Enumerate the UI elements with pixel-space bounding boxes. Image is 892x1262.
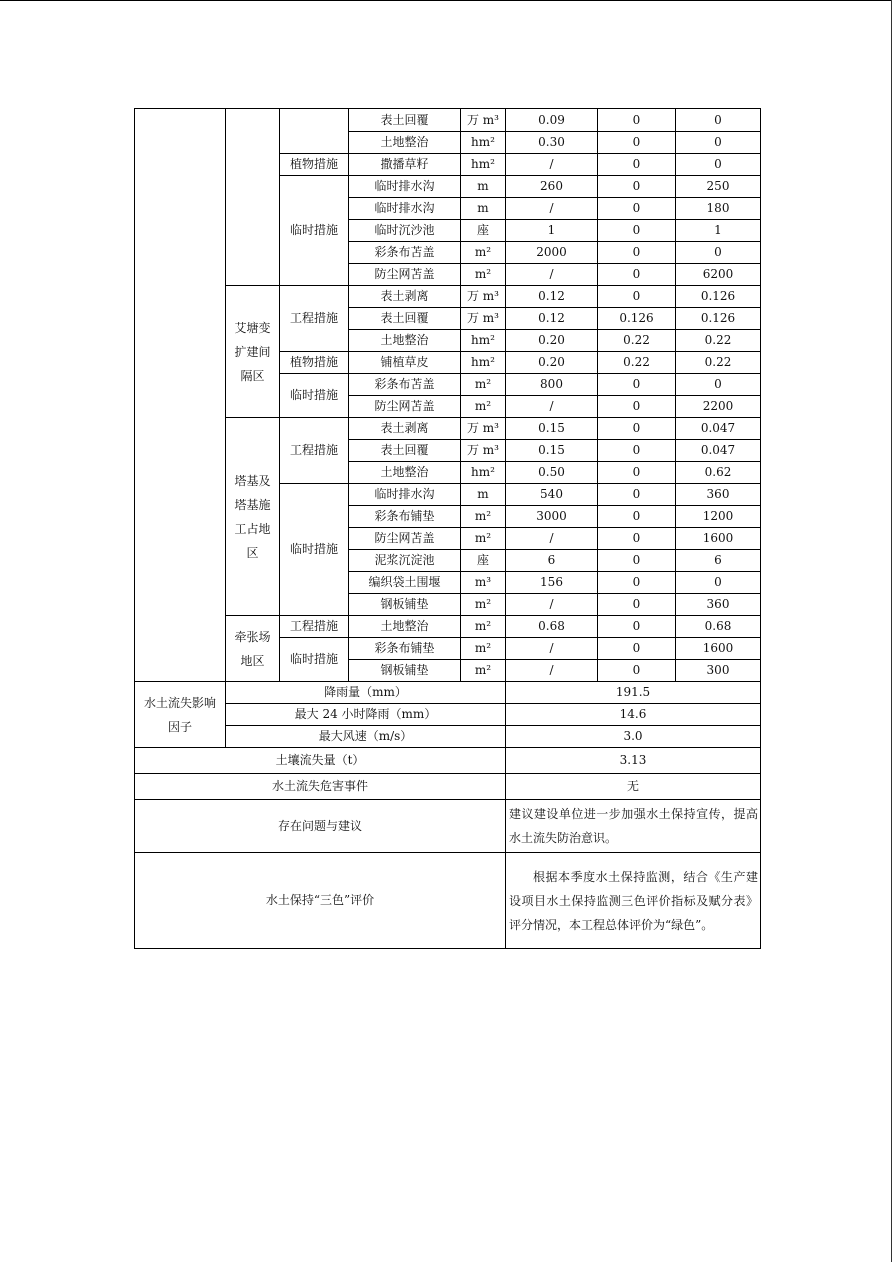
table-row <box>135 418 761 440</box>
quarter-cell: 0 <box>598 242 676 264</box>
area-cell: 牵张场地区 <box>226 616 280 682</box>
type-cell: 工程措施 <box>280 286 349 352</box>
designed-cell: 0.50 <box>506 462 598 484</box>
unit-cell: m² <box>461 264 506 286</box>
designed-cell: / <box>506 264 598 286</box>
designed-cell: / <box>506 396 598 418</box>
designed-cell: / <box>506 528 598 550</box>
unit-cell: m² <box>461 594 506 616</box>
measure-cell: 彩条布铺垫 <box>349 506 461 528</box>
unit-cell: 座 <box>461 550 506 572</box>
unit-cell: 万 m³ <box>461 308 506 330</box>
designed-cell: / <box>506 638 598 660</box>
area-cell: 塔基及塔基施工占地区 <box>226 418 280 616</box>
designed-cell: / <box>506 154 598 176</box>
factor-name: 最大风速（m/s） <box>226 726 506 748</box>
designed-cell: 540 <box>506 484 598 506</box>
cumulative-cell: 1 <box>676 220 761 242</box>
type-cell <box>280 109 349 154</box>
factor-row <box>135 704 761 726</box>
designed-cell: 0.15 <box>506 440 598 462</box>
soil-loss-label: 土壤流失量（t） <box>135 748 506 774</box>
unit-cell: 万 m³ <box>461 440 506 462</box>
measure-cell: 彩条布铺垫 <box>349 638 461 660</box>
type-cell: 临时措施 <box>280 484 349 616</box>
designed-cell: 0.12 <box>506 286 598 308</box>
quarter-cell: 0 <box>598 660 676 682</box>
quarter-cell: 0 <box>598 418 676 440</box>
cumulative-cell: 1600 <box>676 528 761 550</box>
measure-cell: 彩条布苫盖 <box>349 242 461 264</box>
evaluation-text: 根据本季度水土保持监测，结合《生产建设项目水土保持监测三色评价指标及赋分表》评分情况，本工程总体评价为“绿色”。 <box>506 853 761 949</box>
measure-cell: 土地整治 <box>349 132 461 154</box>
unit-cell: m² <box>461 660 506 682</box>
unit-cell: hm² <box>461 352 506 374</box>
quarter-cell: 0 <box>598 198 676 220</box>
cumulative-cell: 360 <box>676 484 761 506</box>
monitoring-table <box>134 108 761 949</box>
designed-cell: / <box>506 198 598 220</box>
designed-cell: 0.30 <box>506 132 598 154</box>
table-row <box>135 616 761 638</box>
cumulative-cell: 0.22 <box>676 352 761 374</box>
quarter-cell: 0 <box>598 462 676 484</box>
measure-cell: 撒播草籽 <box>349 154 461 176</box>
designed-cell: 156 <box>506 572 598 594</box>
measure-cell: 表土剥离 <box>349 418 461 440</box>
unit-cell: m <box>461 484 506 506</box>
quarter-cell: 0 <box>598 506 676 528</box>
factor-row <box>135 682 761 704</box>
cumulative-cell: 0.047 <box>676 440 761 462</box>
designed-cell: 0.20 <box>506 352 598 374</box>
quarter-cell: 0 <box>598 154 676 176</box>
quarter-cell: 0 <box>598 396 676 418</box>
measure-cell: 钢板铺垫 <box>349 660 461 682</box>
unit-cell: 座 <box>461 220 506 242</box>
quarter-cell: 0 <box>598 528 676 550</box>
cumulative-cell: 360 <box>676 594 761 616</box>
cumulative-cell: 6200 <box>676 264 761 286</box>
hazard-row <box>135 774 761 800</box>
quarter-cell: 0 <box>598 109 676 132</box>
cumulative-cell: 0 <box>676 154 761 176</box>
issues-label: 存在问题与建议 <box>135 800 506 853</box>
type-cell: 临时措施 <box>280 638 349 682</box>
page-top-border <box>0 0 892 1</box>
quarter-cell: 0 <box>598 132 676 154</box>
designed-cell: 260 <box>506 176 598 198</box>
cumulative-cell: 0.62 <box>676 462 761 484</box>
unit-cell: 万 m³ <box>461 418 506 440</box>
cumulative-cell: 0.047 <box>676 418 761 440</box>
measure-cell: 编织袋土围堰 <box>349 572 461 594</box>
measure-cell: 彩条布苫盖 <box>349 374 461 396</box>
measure-cell: 钢板铺垫 <box>349 594 461 616</box>
factor-row <box>135 726 761 748</box>
measure-cell: 表土回覆 <box>349 440 461 462</box>
factor-name: 最大 24 小时降雨（mm） <box>226 704 506 726</box>
cumulative-cell: 6 <box>676 550 761 572</box>
hazard-value: 无 <box>506 774 761 800</box>
soil-loss-value: 3.13 <box>506 748 761 774</box>
designed-cell: 1 <box>506 220 598 242</box>
unit-cell: 万 m³ <box>461 109 506 132</box>
measure-cell: 临时沉沙池 <box>349 220 461 242</box>
quarter-cell: 0 <box>598 286 676 308</box>
measure-cell: 临时排水沟 <box>349 198 461 220</box>
designed-cell: / <box>506 660 598 682</box>
measure-cell: 土地整治 <box>349 616 461 638</box>
measure-cell: 表土回覆 <box>349 308 461 330</box>
designed-cell: 0.20 <box>506 330 598 352</box>
measure-cell: 防尘网苫盖 <box>349 528 461 550</box>
unit-cell: m² <box>461 506 506 528</box>
quarter-cell: 0 <box>598 374 676 396</box>
unit-cell: hm² <box>461 462 506 484</box>
cumulative-cell: 180 <box>676 198 761 220</box>
cumulative-cell: 0 <box>676 242 761 264</box>
designed-cell: 2000 <box>506 242 598 264</box>
cumulative-cell: 2200 <box>676 396 761 418</box>
unit-cell: m² <box>461 616 506 638</box>
cumulative-cell: 0.126 <box>676 308 761 330</box>
measure-cell: 临时排水沟 <box>349 484 461 506</box>
unit-cell: hm² <box>461 330 506 352</box>
cumulative-cell: 0 <box>676 109 761 132</box>
measure-cell: 土地整治 <box>349 462 461 484</box>
factor-value: 3.0 <box>506 726 761 748</box>
unit-cell: hm² <box>461 132 506 154</box>
cumulative-cell: 0 <box>676 374 761 396</box>
designed-cell: 0.12 <box>506 308 598 330</box>
soil-loss-row <box>135 748 761 774</box>
type-cell: 临时措施 <box>280 374 349 418</box>
measure-cell: 防尘网苫盖 <box>349 396 461 418</box>
cumulative-cell: 0.126 <box>676 286 761 308</box>
unit-cell: hm² <box>461 154 506 176</box>
unit-cell: m² <box>461 242 506 264</box>
unit-cell: m² <box>461 638 506 660</box>
quarter-cell: 0 <box>598 264 676 286</box>
quarter-cell: 0 <box>598 638 676 660</box>
table-row <box>135 286 761 308</box>
measure-cell: 铺植草皮 <box>349 352 461 374</box>
category-cell <box>135 109 226 682</box>
cumulative-cell: 0.68 <box>676 616 761 638</box>
cumulative-cell: 1200 <box>676 506 761 528</box>
quarter-cell: 0 <box>598 220 676 242</box>
designed-cell: / <box>506 594 598 616</box>
quarter-cell: 0.22 <box>598 330 676 352</box>
unit-cell: m <box>461 198 506 220</box>
factor-label: 水土流失影响因子 <box>135 682 226 748</box>
unit-cell: m² <box>461 528 506 550</box>
factor-value: 191.5 <box>506 682 761 704</box>
unit-cell: m³ <box>461 572 506 594</box>
measure-cell: 临时排水沟 <box>349 176 461 198</box>
quarter-cell: 0 <box>598 484 676 506</box>
unit-cell: m² <box>461 374 506 396</box>
measure-cell: 表土回覆 <box>349 109 461 132</box>
quarter-cell: 0 <box>598 176 676 198</box>
evaluation-label: 水土保持“三色”评价 <box>135 853 506 949</box>
quarter-cell: 0 <box>598 616 676 638</box>
designed-cell: 6 <box>506 550 598 572</box>
cumulative-cell: 250 <box>676 176 761 198</box>
unit-cell: m <box>461 176 506 198</box>
quarter-cell: 0 <box>598 594 676 616</box>
designed-cell: 0.68 <box>506 616 598 638</box>
issues-row <box>135 800 761 853</box>
quarter-cell: 0 <box>598 550 676 572</box>
measure-cell: 表土剥离 <box>349 286 461 308</box>
designed-cell: 800 <box>506 374 598 396</box>
unit-cell: 万 m³ <box>461 286 506 308</box>
table-row <box>135 109 761 132</box>
quarter-cell: 0.126 <box>598 308 676 330</box>
issues-text: 建议建设单位进一步加强水土保持宣传，提高水土流失防治意识。 <box>506 800 761 853</box>
designed-cell: 0.15 <box>506 418 598 440</box>
cumulative-cell: 0 <box>676 132 761 154</box>
designed-cell: 3000 <box>506 506 598 528</box>
measure-cell: 防尘网苫盖 <box>349 264 461 286</box>
unit-cell: m² <box>461 396 506 418</box>
measure-cell: 泥浆沉淀池 <box>349 550 461 572</box>
cumulative-cell: 0 <box>676 572 761 594</box>
cumulative-cell: 300 <box>676 660 761 682</box>
evaluation-row <box>135 853 761 949</box>
table-body <box>135 109 761 949</box>
factor-name: 降雨量（mm） <box>226 682 506 704</box>
type-cell: 临时措施 <box>280 176 349 286</box>
type-cell: 工程措施 <box>280 616 349 638</box>
area-cell <box>226 109 280 286</box>
measure-cell: 土地整治 <box>349 330 461 352</box>
designed-cell: 0.09 <box>506 109 598 132</box>
hazard-label: 水土流失危害事件 <box>135 774 506 800</box>
quarter-cell: 0.22 <box>598 352 676 374</box>
quarter-cell: 0 <box>598 572 676 594</box>
area-cell: 艾塘变扩建间隔区 <box>226 286 280 418</box>
cumulative-cell: 0.22 <box>676 330 761 352</box>
type-cell: 工程措施 <box>280 418 349 484</box>
type-cell: 植物措施 <box>280 154 349 176</box>
type-cell: 植物措施 <box>280 352 349 374</box>
quarter-cell: 0 <box>598 440 676 462</box>
cumulative-cell: 1600 <box>676 638 761 660</box>
factor-value: 14.6 <box>506 704 761 726</box>
